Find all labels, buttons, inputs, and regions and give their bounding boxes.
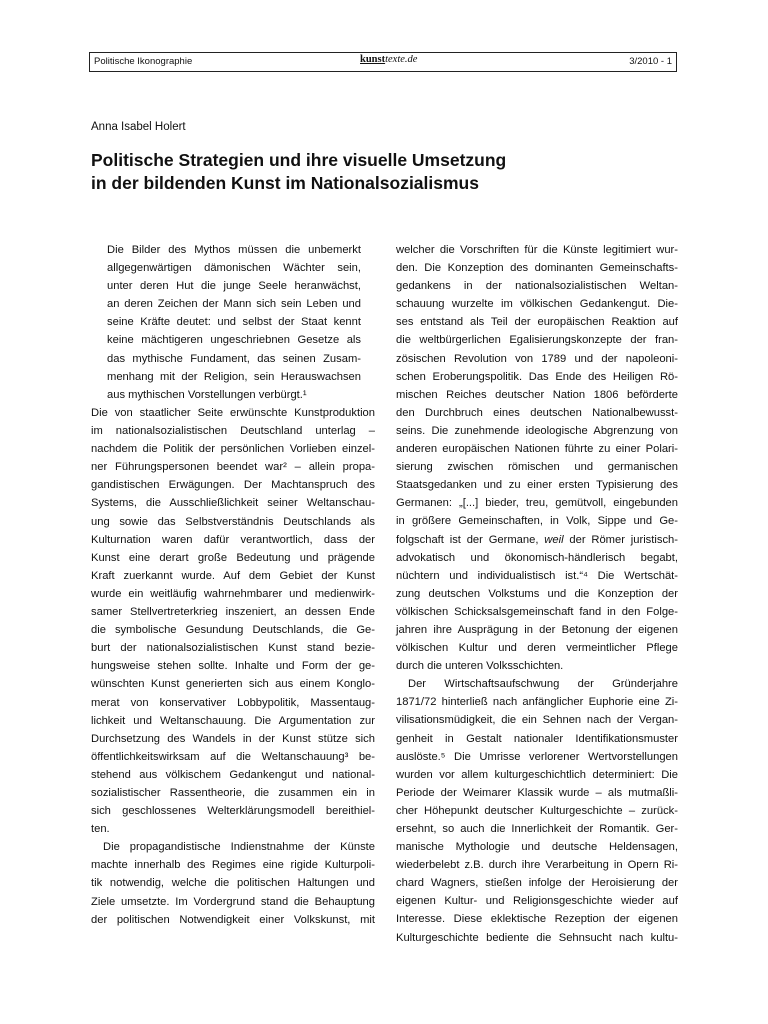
logo-strong-part: kunst [360,54,386,65]
quote-line: aus mythischen Vorstellungen verbürgt.¹ [107,388,307,401]
quote-line: allgegenwärtigen dämonischen Wächter sein, [107,262,361,275]
body-line: auslöste.⁵ Die Umrisse verlorener Wertvorstellungen [396,750,678,763]
emphasis-word: weil [544,533,564,546]
body-line: welcher die Vorschriften für die Künste legitimiert wur- [396,244,678,256]
body-line: mischen Reiches deutscher Nation 1806 beförderte [396,388,678,401]
body-line: Die von staatlicher Seite erwünschte Kunstproduktion [91,407,375,419]
body-line: Durchsetzung des Wandels in der Kunst stütze sich [91,732,375,745]
quote-line: seine Kräfte deutet: und selbst der Staat kennt [107,316,361,329]
body-line: Die propagandistische Indienstnahme der Künste [103,841,375,854]
body-line: seins. Die zunehmende ideologische Abgrenzung von [396,424,678,437]
body-line: wiederbelebt z.B. durch ihre Verarbeitung in Opern Ri- [396,859,678,872]
body-line [396,531,678,549]
quote-line: keine mächtigeren ungeschriebnen Gesetze als [107,334,361,347]
quote-line: Die Bilder des Mythos müssen die unbemerkt [107,244,361,256]
body-line: advokatisch und ökonomisch-händlerisch begabt, [396,551,678,564]
body-line: Der Wirtschaftsaufschwung der Gründerjahre [408,678,678,691]
header-issue-page: 3/2010 - 1 [629,56,672,67]
body-line: Ziele umsetzte. Im Vordergrund stand die Behauptung [91,895,375,908]
body-line: völkischen Kultur und deren vermeintlicher Pflege [396,642,678,655]
body-line: cher Höhepunkt deutscher Kulturgeschichte – zurück- [396,804,678,817]
body-line: ses entstand als Teil der europäischen Reaktion auf [396,316,678,329]
body-line: die weltbürgerlichen Egalisierungskonzepte der fran- [396,334,678,347]
body-line: nachdem die Politik der persönlichen Vorlieben einzel- [91,443,375,456]
body-line: Kulturnation waren dafür verantwortlich, dass der [91,533,375,546]
body-line: vilisationsmüdigkeit, die ein Sehnen nach der Vergan- [396,714,678,727]
header-section-title: Politische Ikonographie [94,56,193,67]
body-line: anderen europäischen Nationen führte zu einer Polari- [396,443,678,456]
body-line: schen Eroberungspolitik. Das Ende des Heiligen Rö- [396,370,678,383]
author-name: Anna Isabel Holert [91,121,186,133]
body-line: ung sowie das Selbstverständnis Deutschlands als [91,515,375,528]
body-line: stehend aus völkischem Gedankengut und national- [91,768,375,781]
body-line: genheit in Gestalt nationaler Identifikationsmuster [396,732,678,745]
body-line: 1871/72 hinterließ nach anfänglicher Euphorie eine Zi- [396,696,678,709]
body-line: sierung zwischen römischen und germanischen [396,461,678,474]
body-line: nüchtern und individualistisch ist.“⁴ Die Wertschät- [396,569,678,582]
body-line: zung deutschen Volkstums und die Konzeption der [396,587,678,600]
body-line: ersehnt, so auch die Innerlichkeit der Romantik. Ger- [396,823,678,835]
body-line: ner Führungspersonen beendet war² – allein propa- [91,461,375,474]
body-line: jahren ihre Ausprägung in der Betonung der eigenen [396,623,678,636]
body-line: der politischen Notwendigkeit einer Volkskunst, mit [91,913,375,926]
body-line: machte innerhalb des Regimes eine rigide Kulturpoli- [91,859,375,872]
body-line: schauung wurzelte im völkischen Gedankengut. Die- [396,298,678,311]
body-line: öffentlichkeitswirksam auf die Weltanschauung³ be- [91,750,375,763]
body-text-segment: folgschaft ist der Germane, [396,533,545,546]
body-line: manische Mythologie und deutsche Heldensagen, [396,841,678,854]
epigraph-quote [107,241,361,404]
body-line: den Durchbruch eines deutschen Nationalbewusst- [396,406,678,419]
quote-line: an deren Zeichen der Mann sich sein Leben und [107,298,361,311]
body-line: wurde ein weitläufig wahrnehmbarer und medienwirk- [91,587,375,600]
body-line: Systems, die Ausschließlichkeit seiner Weltanschau- [91,497,375,510]
body-line: Staatsgedanken und zu einer ersten Typisierung des [396,479,678,492]
body-line: sozialistischer Rassentheorie, die zusammen ein in [91,786,375,799]
article-title [91,149,506,195]
body-line: hungsweise stehen sollte. Inhalte und Form der ge- [91,660,375,673]
body-line: Kunst eine derart große Bedeutung und prägende [91,551,375,564]
body-line: Germanen: „[...] bieder, treu, gemütvoll, eingebunden [396,497,678,510]
body-line: burt der nationalsozialistischen Kunst stand bezie- [91,642,375,655]
title-line-2: in der bildenden Kunst im Nationalsozialismus [91,173,479,193]
body-line: Kulturgeschichte bediente die Sehnsucht nach kultu- [396,931,678,944]
left-text-column [91,404,375,929]
body-line: die symbolische Gesundung Deutschlands, die Ge- [91,624,375,637]
body-line: den. Die Konzeption des dominanten Gemeinschafts- [396,262,678,275]
right-text-column [396,241,678,947]
body-line: völkischen Schicksalsgemeinschaft fand in den Folge- [396,605,678,618]
body-line: wünschten Kunst generierten sich aus einem Konglo- [91,678,375,691]
body-line: wurden vor allem kulturgeschichtlich determiniert: Die [396,768,678,781]
title-line-1: Politische Strategien und ihre visuelle Umsetzung [91,150,507,170]
logo-weak-part: texte.de [385,54,418,65]
body-line: gandistischen Erwägungen. Der Machtanspruch des [91,479,375,492]
body-line: Periode der Weimarer Klassik wurde – als mutmaßli- [396,786,678,799]
body-text-segment: der Römer juristisch- [563,533,679,546]
body-line: gedankens in der nationalsozialistischen Weltan- [396,280,678,293]
quote-line: menhang mit der Religion, sein Herauswachsen [107,370,361,383]
running-header [89,52,677,72]
body-line: ten. [91,823,110,836]
quote-line: das mythische Fundament, das seinen Zusam- [107,352,361,365]
body-line: samer Stellvertreterkrieg inszeniert, an dessen Ende [91,606,375,619]
body-line: Interesse. Diese eklektische Rezeption der eigenen [396,913,678,926]
body-line: tik notwendig, welche die politischen Haltungen und [91,877,375,890]
body-line: zösischen Revolution von 1789 und der napoleoni- [396,352,678,365]
body-line: eigenen Kultur- und Religionsgeschichte wieder auf [396,895,678,908]
body-line: Kraft zuerkannt wurde. Auf dem Gebiet der Kunst [91,569,375,582]
body-line: chard Wagners, stießen infolge der Heroisierung der [396,877,678,890]
body-line: in größere Gemeinschaften, in Volk, Sippe und Ge- [396,515,678,528]
body-line: merat von konservativer Lobbypolitik, Massentaug- [91,696,375,709]
body-line: durch die unteren Volksschichten. [396,660,564,673]
quote-line: unter deren Hut die junge Seele heranwächst, [107,280,361,293]
body-line: lichkeit und Weltanschauung. Die Argumentation zur [91,714,375,727]
body-line: sich geschlossenes Welterklärungsmodell bereithiel- [91,805,375,818]
journal-logo[interactable] [360,54,417,65]
body-line: im nationalsozialistischen Deutschland unterlag – [91,425,375,438]
